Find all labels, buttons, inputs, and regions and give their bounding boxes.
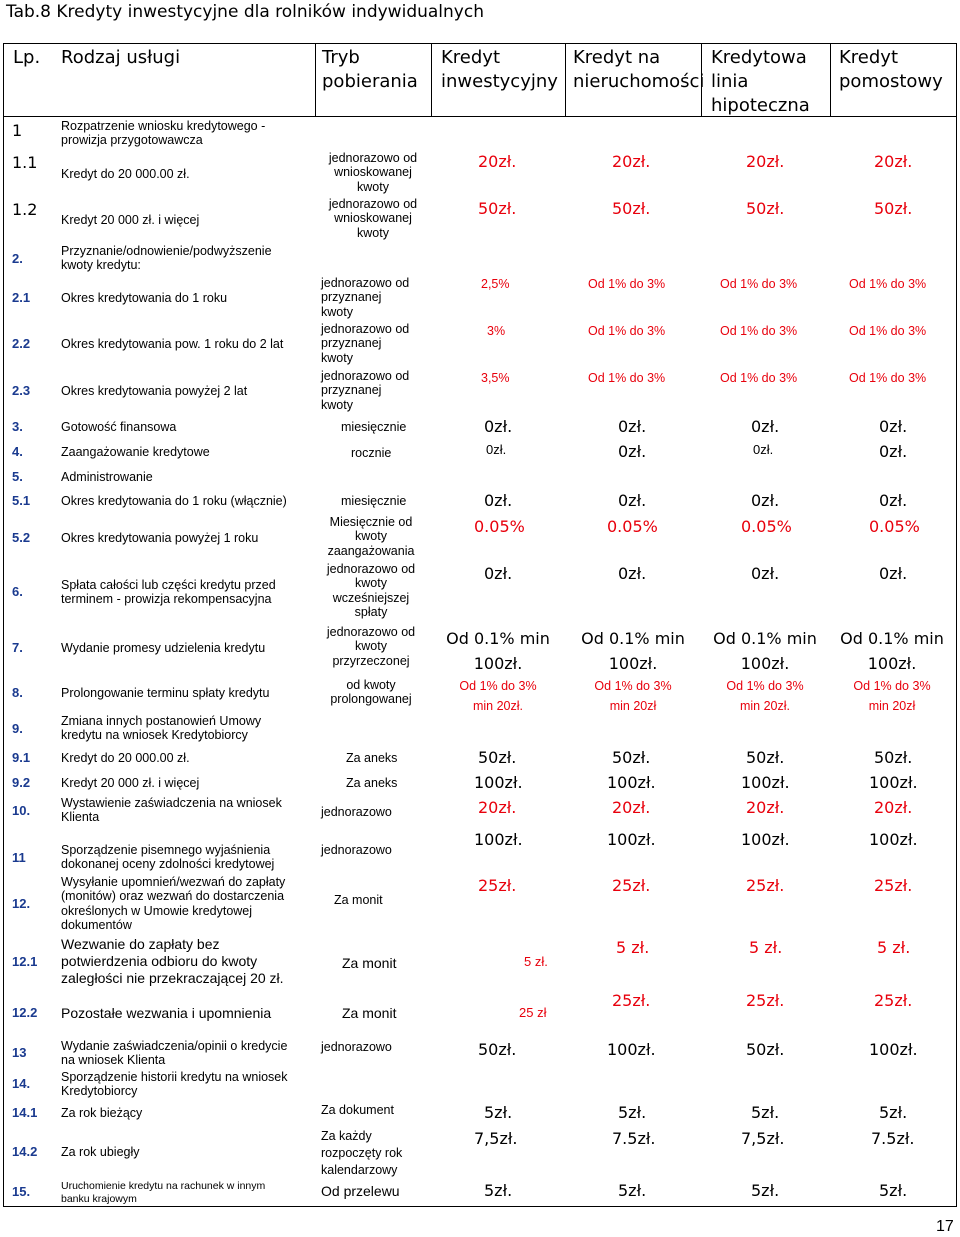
value-real-estate: Od 1% do 3% [588, 324, 666, 338]
value-bridge: 5zł. [879, 1103, 908, 1122]
value-bridge: Od 1% do 3% min 20zł [853, 679, 931, 713]
header-bridge-credit: Kredyt pomostowy [839, 47, 943, 92]
row-mode: od kwoty prolongowanej [330, 678, 412, 707]
row-lp: 9. [12, 721, 23, 736]
value-real-estate: Od 1% do 3% [588, 277, 666, 291]
header-investment-credit: Kredyt inwestycyjny [441, 47, 558, 92]
value-bridge: 100zł. [869, 830, 918, 849]
value-mortgage: 0zł. [753, 442, 774, 457]
row-mode: jednorazowo od przyznanej kwoty [321, 276, 410, 319]
value-investment: 5zł. [484, 1103, 513, 1122]
value-investment: 50zł. [478, 1040, 517, 1059]
value-bridge: 0.05% [869, 517, 920, 536]
row-label: Okres kredytowania powyżej 1 roku [61, 531, 259, 545]
row-lp: 14. [12, 1076, 31, 1091]
value-investment: 0zł. [484, 491, 513, 510]
header-service: Rodzaj usługi [61, 47, 181, 68]
value-mortgage: 50zł. [746, 748, 785, 767]
value-mortgage: 0zł. [751, 491, 780, 510]
row-mode: Za aneks [346, 776, 398, 790]
row-lp: 15. [12, 1184, 31, 1199]
value-real-estate: 100zł. [607, 830, 656, 849]
value-real-estate: 0zł. [618, 442, 647, 461]
row-mode: rocznie [351, 446, 392, 460]
row-label: Prolongowanie terminu spłaty kredytu [61, 686, 270, 700]
value-bridge: 20zł. [874, 152, 913, 171]
value-investment: 7,5zł. [474, 1129, 518, 1148]
row-label: Wysyłanie upomnień/wezwań do zapłaty (monitów) oraz wezwań do dostarczenia określonych w Umowie kredytowej dokumentów [61, 875, 286, 933]
value-mortgage: 7,5zł. [741, 1129, 785, 1148]
header-col-divider [565, 43, 566, 116]
value-mortgage: 25zł. [746, 991, 785, 1010]
value-bridge: 100zł. [869, 1040, 918, 1059]
row-label: Zaangażowanie kredytowe [61, 445, 210, 459]
value-investment: 0zł. [486, 442, 507, 457]
value-bridge: 5 zł. [877, 938, 911, 957]
value-mortgage: 50zł. [746, 1040, 785, 1059]
row-lp: 7. [12, 640, 23, 655]
value-real-estate: 100zł. [607, 1040, 656, 1059]
row-mode: jednorazowo od przyznanej kwoty [321, 322, 410, 365]
header-col-divider [431, 43, 432, 116]
row-label: Wezwanie do zapłaty bez potwierdzenia odbioru do kwoty zaległości nie przekraczającej 20 zł. [61, 936, 284, 986]
value-investment: 50zł. [478, 748, 517, 767]
row-mode: miesięcznie [341, 494, 407, 508]
row-label: Okres kredytowania do 1 roku [61, 291, 228, 305]
value-investment: 0zł. [484, 564, 513, 583]
row-label: Za rok ubiegły [61, 1145, 140, 1159]
value-investment: 0zł. [484, 417, 513, 436]
value-mortgage: 0.05% [741, 517, 792, 536]
value-real-estate: Od 1% do 3% [588, 371, 666, 385]
value-bridge: 25zł. [874, 876, 913, 895]
value-real-estate: 20zł. [612, 798, 651, 817]
value-bridge: Od 0.1% min 100zł. [840, 629, 944, 673]
value-mortgage: Od 1% do 3% [720, 277, 798, 291]
value-bridge: 0zł. [879, 417, 908, 436]
row-lp: 1.2 [12, 200, 38, 219]
header-real-estate-credit: Kredyt na nieruchomości [573, 47, 705, 92]
row-label: Rozpatrzenie wniosku kredytowego - prowizja przygotowawcza [61, 119, 266, 148]
page-title: Tab.8 Kredyty inwestycyjne dla rolników indywidualnych [6, 2, 484, 22]
row-label: Sporządzenie pisemnego wyjaśnienia dokonanej oceny zdolności kredytowej [61, 843, 275, 872]
row-lp: 8. [12, 685, 23, 700]
value-bridge: 7.5zł. [871, 1129, 915, 1148]
value-bridge: Od 1% do 3% [849, 277, 927, 291]
value-mortgage: 50zł. [746, 199, 785, 218]
value-mortgage: 20zł. [746, 152, 785, 171]
value-mortgage: Od 1% do 3% [720, 371, 798, 385]
row-label: Okres kredytowania pow. 1 roku do 2 lat [61, 337, 284, 351]
value-bridge: 25zł. [874, 991, 913, 1010]
value-mortgage: 0zł. [751, 417, 780, 436]
value-real-estate: 50zł. [612, 748, 651, 767]
value-mortgage: 5 zł. [749, 938, 783, 957]
value-real-estate: 5zł. [618, 1181, 647, 1200]
value-investment: 100zł. [474, 830, 523, 849]
header-col-divider [315, 43, 316, 116]
value-mortgage: Od 1% do 3% [720, 324, 798, 338]
header-mortgage-line: Kredytowa linia hipoteczna [711, 47, 810, 116]
row-lp: 1.1 [12, 153, 38, 172]
row-lp: 11 [12, 850, 26, 865]
value-investment: 50zł. [478, 199, 517, 218]
header-col-divider [830, 43, 831, 116]
row-label: Wystawienie zaświadczenia na wniosek Klienta [61, 796, 282, 825]
row-lp: 2.3 [12, 383, 31, 398]
row-lp: 10. [12, 803, 31, 818]
value-mortgage: 0zł. [751, 564, 780, 583]
row-mode: jednorazowo [321, 843, 392, 857]
value-real-estate: 0.05% [607, 517, 658, 536]
row-mode: jednorazowo od kwoty wcześniejszej spłaty [326, 562, 416, 620]
value-mortgage: 100zł. [741, 773, 790, 792]
value-bridge: 0zł. [879, 442, 908, 461]
row-label: Wydanie promesy udzielenia kredytu [61, 641, 266, 655]
row-label: Sporządzenie historii kredytu na wniosek Kredytobiorcy [61, 1070, 288, 1099]
row-mode: jednorazowo od wnioskowanej kwoty [328, 197, 418, 240]
value-real-estate: 100zł. [607, 773, 656, 792]
value-real-estate: Od 0.1% min 100zł. [581, 629, 685, 673]
value-bridge: 50zł. [874, 199, 913, 218]
row-label: Kredyt do 20 000.00 zł. [61, 751, 190, 765]
value-investment: 0.05% [474, 517, 525, 536]
row-mode: jednorazowo [321, 1040, 392, 1054]
value-real-estate: 5 zł. [616, 938, 650, 957]
value-mortgage: Od 1% do 3% min 20zł. [726, 679, 804, 713]
value-bridge: 5zł. [879, 1181, 908, 1200]
value-real-estate: 0zł. [618, 564, 647, 583]
row-lp: 13 [12, 1045, 27, 1060]
value-mortgage: 20zł. [746, 798, 785, 817]
row-mode: Za dokument [321, 1103, 394, 1117]
header-lp: Lp. [13, 47, 41, 68]
value-mortgage: 5zł. [751, 1103, 780, 1122]
page-number: 17 [936, 1218, 954, 1235]
value-real-estate: Od 1% do 3% min 20zł [594, 679, 672, 713]
value-bridge: Od 1% do 3% [849, 371, 927, 385]
row-mode: jednorazowo od przyznanej kwoty [321, 369, 410, 412]
row-mode: miesięcznie [341, 420, 407, 434]
value-mortgage: 25zł. [746, 876, 785, 895]
row-mode: jednorazowo od wnioskowanej kwoty [328, 151, 418, 194]
value-bridge: 0zł. [879, 564, 908, 583]
value-investment: 20zł. [478, 152, 517, 171]
row-lp: 14.1 [12, 1105, 38, 1120]
value-bridge: 100zł. [869, 773, 918, 792]
row-lp: 14.2 [12, 1144, 38, 1159]
value-bridge: 50zł. [874, 748, 913, 767]
value-real-estate: 25zł. [612, 876, 651, 895]
value-real-estate: 7.5zł. [612, 1129, 656, 1148]
value-investment: 2,5% [481, 277, 510, 291]
row-label: Uruchomienie kredytu na rachunek w innym banku krajowym [61, 1180, 266, 1205]
row-label: Kredyt do 20 000.00 zł. [61, 167, 190, 181]
value-bridge: Od 1% do 3% [849, 324, 927, 338]
row-label: Przyznanie/odnowienie/podwyższenie kwoty kredytu: [61, 244, 272, 273]
header-mode: Tryb pobierania [322, 47, 418, 92]
header-divider [3, 116, 957, 117]
row-lp: 4. [12, 444, 23, 459]
row-label: Zmiana innych postanowień Umowy kredytu na wniosek Kredytobiorcy [61, 714, 262, 743]
row-mode: Miesięcznie od kwoty zaangażowania [327, 515, 415, 558]
row-label: Wydanie zaświadczenia/opinii o kredycie na wniosek Klienta [61, 1039, 288, 1068]
row-mode: Za monit [342, 955, 397, 971]
row-lp: 5.2 [12, 530, 31, 545]
row-lp: 2.1 [12, 290, 31, 305]
value-real-estate: 0zł. [618, 491, 647, 510]
row-mode: Za każdy rozpoczęty rok kalendarzowy [321, 1129, 403, 1177]
value-investment: Od 0.1% min 100zł. [446, 629, 550, 673]
row-mode: Od przelewu [321, 1183, 400, 1199]
value-mortgage: 100zł. [741, 830, 790, 849]
value-investment: Od 1% do 3% min 20zł. [459, 679, 537, 713]
value-investment: 3% [487, 324, 506, 338]
row-label: Za rok bieżący [61, 1106, 143, 1120]
value-bridge: 20zł. [874, 798, 913, 817]
value-mortgage: 5zł. [751, 1181, 780, 1200]
value-investment: 25zł. [478, 876, 517, 895]
row-lp: 9.2 [12, 775, 31, 790]
value-investment: 5 zł. [524, 954, 548, 969]
value-real-estate: 0zł. [618, 417, 647, 436]
row-lp: 2. [12, 251, 23, 266]
row-lp: 9.1 [12, 750, 31, 765]
value-real-estate: 5zł. [618, 1103, 647, 1122]
row-label: Kredyt 20 000 zł. i więcej [61, 776, 200, 790]
row-lp: 5.1 [12, 493, 31, 508]
row-lp: 12.1 [12, 954, 38, 969]
value-bridge: 0zł. [879, 491, 908, 510]
row-label: Kredyt 20 000 zł. i więcej [61, 213, 200, 227]
value-real-estate: 50zł. [612, 199, 651, 218]
value-investment: 5zł. [484, 1181, 513, 1200]
row-label: Spłata całości lub części kredytu przed terminem - prowizja rekompensacyjna [61, 578, 276, 607]
row-label: Pozostałe wezwania i upomnienia [61, 1005, 272, 1021]
value-mortgage: Od 0.1% min 100zł. [713, 629, 817, 673]
row-lp: 1 [12, 121, 23, 140]
value-investment: 25 zł [519, 1005, 547, 1020]
row-lp: 2.2 [12, 336, 31, 351]
row-lp: 6. [12, 584, 23, 599]
row-mode: Za aneks [346, 751, 398, 765]
row-label: Okres kredytowania do 1 roku (włącznie) [61, 494, 287, 508]
row-lp: 12.2 [12, 1005, 38, 1020]
row-mode: Za monit [342, 1005, 397, 1021]
value-investment: 100zł. [474, 773, 523, 792]
value-investment: 20zł. [478, 798, 517, 817]
row-lp: 12. [12, 896, 31, 911]
row-lp: 3. [12, 419, 23, 434]
value-investment: 3,5% [481, 371, 510, 385]
value-real-estate: 20zł. [612, 152, 651, 171]
row-mode: jednorazowo od kwoty przyrzeczonej [326, 625, 416, 668]
row-lp: 5. [12, 469, 23, 484]
row-label: Administrowanie [61, 470, 153, 484]
row-label: Okres kredytowania powyżej 2 lat [61, 384, 248, 398]
row-label: Gotowość finansowa [61, 420, 177, 434]
value-real-estate: 25zł. [612, 991, 651, 1010]
row-mode: jednorazowo [321, 805, 392, 819]
row-mode: Za monit [334, 893, 383, 907]
